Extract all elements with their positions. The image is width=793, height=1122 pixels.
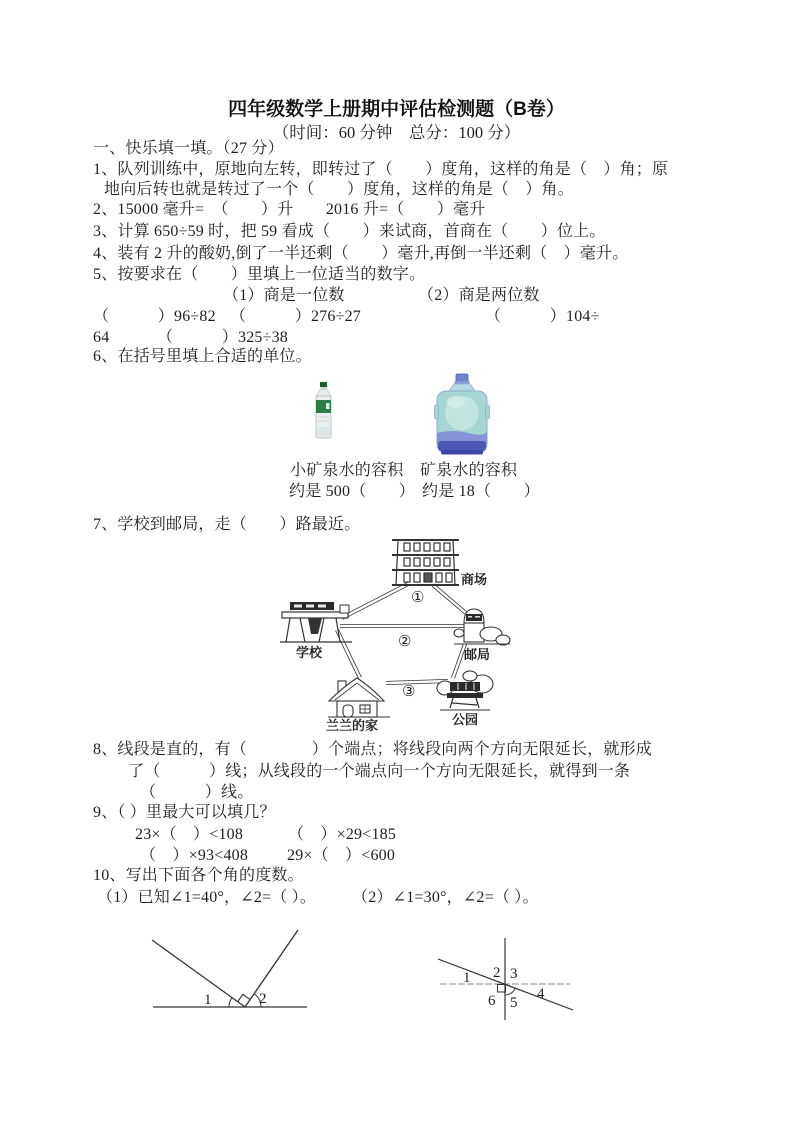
question-10-part-2: （2）∠1=30°，∠2=（ ）。	[352, 889, 539, 906]
map-label-park: 公园	[452, 712, 479, 727]
question-8-line-2: 了（ ）线；从线段的一个端点向一个方向无限延长，就得到一条	[128, 763, 631, 780]
mall-icon	[392, 540, 459, 585]
question-9-eq-1: 23×（ ）<108	[135, 826, 244, 843]
fig2-angle-6-label: 6	[488, 993, 496, 1009]
question-2: 2、15000 毫升= （ ）升 2016 升=（ ）毫升	[93, 201, 486, 218]
question-5: 5、按要求在（ ）里填上一位适当的数字。	[93, 266, 426, 283]
fig2-angle-2-label: 2	[493, 965, 501, 981]
route-map-illustration	[278, 530, 513, 735]
home-icon	[328, 678, 390, 717]
water-cooler-jug-icon	[435, 374, 490, 455]
question-10: 10、写出下面各个角的度数。	[93, 867, 304, 884]
question-8-line-1: 8、线段是直的，有（ ）个端点；将线段向两个方向无限延长，就形成	[93, 741, 653, 758]
angle-figure-1	[140, 915, 320, 1015]
map-label-mall: 商场	[461, 572, 488, 587]
map-route-2-label: ②	[398, 634, 412, 650]
map-route-3-label: ③	[402, 684, 416, 700]
large-bottle-caption-line-2: 约是 18（ ）	[422, 483, 540, 500]
question-8-line-3: （ ）线。	[140, 784, 254, 801]
bottles-illustration	[308, 369, 498, 461]
question-4: 4、装有 2 升的酸奶,倒了一半还剩（ ）毫升,再倒一半还剩（ ）毫升。	[93, 245, 629, 262]
question-1-line-2: 地向后转也就是转过了一个（ ）度角，这样的角是（ ）角。	[104, 181, 574, 198]
fig2-angle-1-label: 1	[463, 970, 471, 986]
question-9-eq-2: （ ）×29<185	[288, 826, 397, 843]
question-5-item-2: （ ）276÷27	[230, 308, 361, 325]
fig2-angle-5-label: 5	[510, 995, 518, 1011]
map-label-school: 学校	[296, 645, 323, 660]
question-5-item-4: （ ）325÷38	[157, 329, 288, 346]
fig2-angle-4-label: 4	[537, 986, 545, 1002]
page-title: 四年级数学上册期中评估检测题（B卷）	[228, 99, 565, 120]
page-subtitle: （时间：60 分钟 总分：100 分）	[272, 123, 521, 142]
question-5-item-1: （ ）96÷82	[93, 308, 216, 325]
small-bottle-caption-line-1: 小矿泉水的容积	[290, 462, 404, 479]
question-6: 6、在括号里填上合适的单位。	[93, 348, 312, 365]
question-1-line-1: 1、队列训练中，原地向左转，即转过了（ ）度角，这样的角是（ ）角；原	[93, 161, 669, 178]
question-9-eq-4: 29×（ ）<600	[287, 847, 396, 864]
question-10-part-1: （1）已知∠1=40°，∠2=（ ）。	[97, 889, 317, 906]
map-route-1-label: ①	[411, 590, 425, 606]
question-9-eq-3: （ ）×93<408	[140, 847, 249, 864]
large-bottle-caption-line-1: 矿泉水的容积	[420, 462, 518, 479]
question-5-item-3: （ ）104÷	[485, 308, 600, 325]
small-bottle-caption-line-2: 约是 500（ ）	[289, 483, 416, 500]
question-7: 7、学校到邮局，走（ ）路最近。	[93, 516, 361, 533]
section-heading: 一、快乐填一填。（27 分）	[93, 140, 284, 157]
map-label-home: 兰兰的家	[326, 718, 379, 733]
question-5-item-3-cont: 64	[93, 329, 110, 346]
angle-1-label: 1	[204, 992, 212, 1008]
question-3: 3、计算 650÷59 时，把 59 看成（ ）来试商，首商在（ ）位上。	[93, 223, 606, 240]
question-9: 9、（ ）里最大可以填几？	[93, 804, 276, 821]
fig2-angle-3-label: 3	[510, 966, 518, 982]
map-label-post-office: 邮局	[464, 647, 491, 662]
question-5-option-1: （1）商是一位数	[223, 287, 345, 304]
angle-2-label: 2	[259, 991, 267, 1007]
park-icon	[437, 671, 493, 710]
small-water-bottle-icon	[316, 382, 331, 438]
question-5-option-2: （2）商是两位数	[418, 287, 540, 304]
angle-figure-2	[430, 925, 615, 1040]
